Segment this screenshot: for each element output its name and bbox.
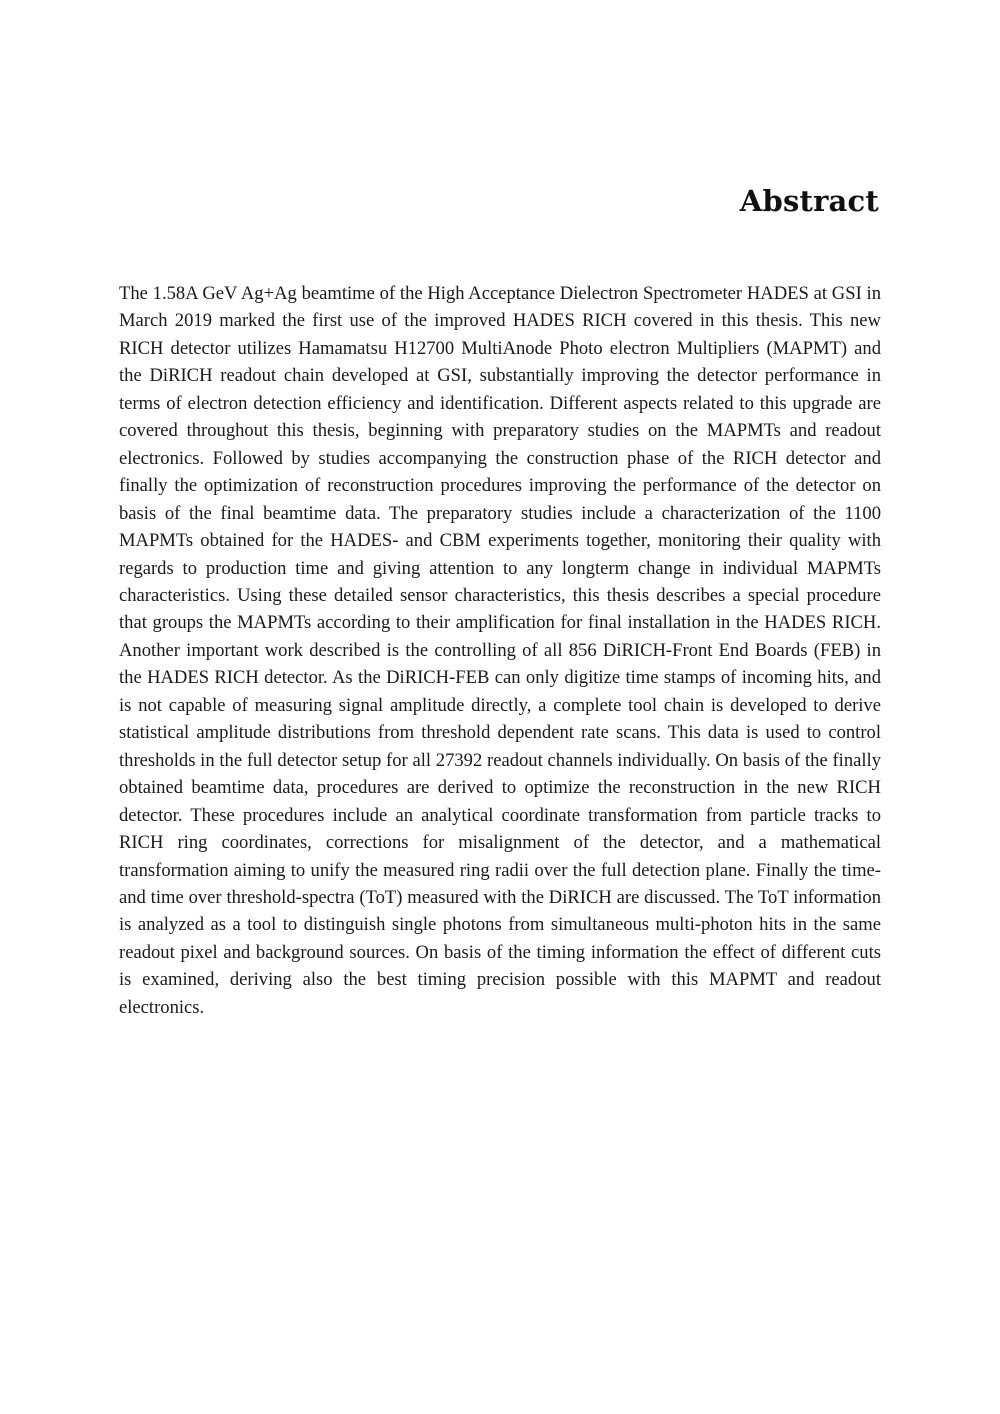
abstract-paragraph: The 1.58A GeV Ag+Ag beamtime of the High Acceptance Dielectron Spectrometer HADES at GSI in March 2019 marked the first use of the improved HADES RICH covered in this thesis. This new RICH detector utilizes Hamamatsu H12700 MultiAnode Photo electron Multipliers (MAPMT) and the DiRICH readout chain developed at GSI, substantially improving the detector performance in terms of electron detection efficiency and identification. Different aspects related to this upgrade are covered throughout this thesis, beginning with preparatory studies on the MAPMTs and readout electronics. Followed by studies accompanying the construction phase of the RICH detector and finally the optimization of reconstruction procedures improving the performance of the detector on basis of the final beamtime data. The preparatory studies include a characterization of the 1100 MAPMTs obtained for the HADES- and CBM experiments together, monitoring their quality with regards to production time and giving attention to any longterm change in individual MAPMTs characteristics. Using these detailed sensor characteristics, this thesis describes a special procedure that groups the MAPMTs according to their amplification for final installation in the HADES RICH. Another important work described is the controlling of all 856 DiRICH-Front End Boards (FEB) in the HADES RICH detector. As the DiRICH-FEB can only digitize time stamps of incoming hits, and is not capable of measuring signal amplitude directly, a complete tool chain is developed to derive statistical amplitude distributions from threshold dependent rate scans. This data is used to control thresholds in the full detector setup for all 27392 readout channels individually. On basis of the finally obtained beamtime data, procedures are derived to optimize the reconstruction in the new RICH detector. These procedures include an analytical coordinate transformation from particle tracks to RICH ring coordinates, corrections for misalignment of the detector, and a mathematical transformation aiming to unify the measured ring radii over the full detection plane. Finally the time- and time over threshold-spectra (ToT) measured with the DiRICH are discussed. The ToT information is analyzed as a tool to distinguish single photons from simultaneous multi-photon hits in the same readout pixel and background sources. On basis of the timing information the effect of different cuts is examined, deriving also the best timing precision possible with this MAPMT and readout electronics.: [119, 283, 881, 1018]
page-title: Abstract: [739, 184, 879, 218]
